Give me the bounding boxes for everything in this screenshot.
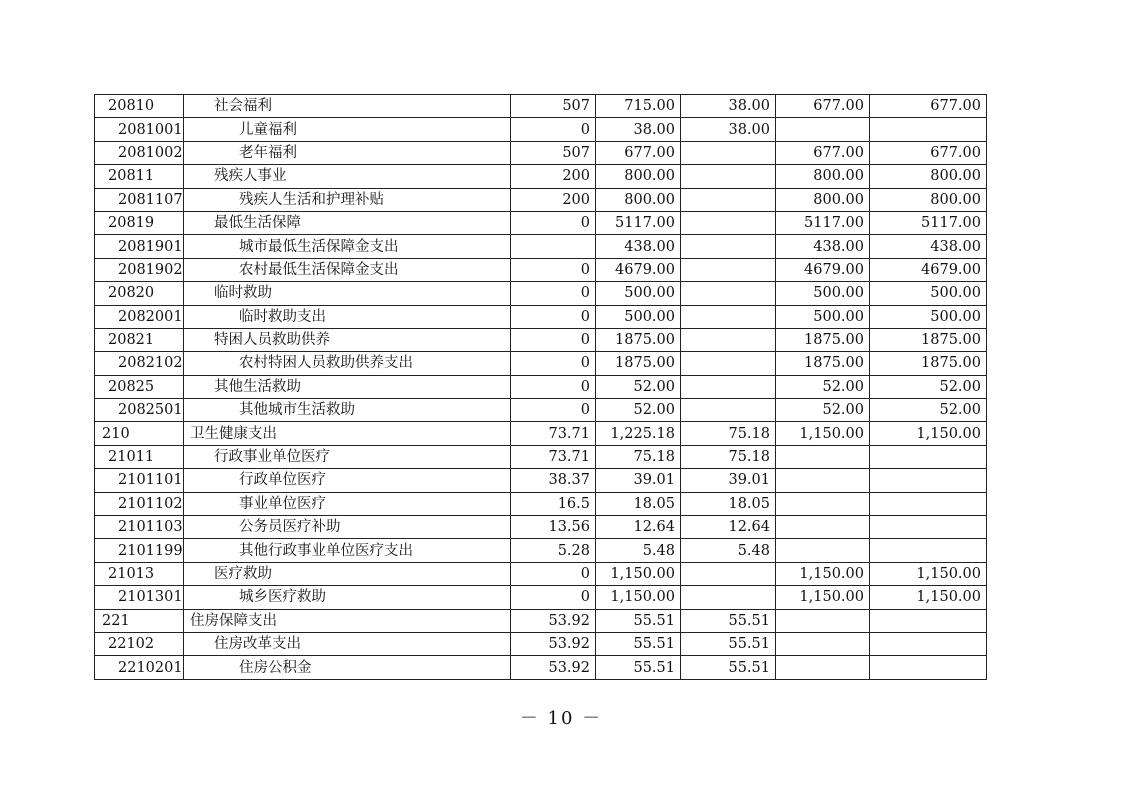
amount-cell-2: 800.00 xyxy=(596,165,681,188)
amount-cell-5: 800.00 xyxy=(870,188,987,211)
table-row xyxy=(95,165,987,188)
subject-name-cell: 其他行政事业单位医疗支出 xyxy=(184,539,511,562)
subject-name-cell: 农村特困人员救助供养支出 xyxy=(184,352,511,375)
amount-cell-1: 200 xyxy=(511,165,596,188)
subject-code-cell: 20825 xyxy=(95,375,184,398)
amount-cell-3: 12.64 xyxy=(681,516,776,539)
amount-cell-3 xyxy=(681,328,776,351)
subject-name-cell: 残疾人事业 xyxy=(184,165,511,188)
amount-cell-5: 800.00 xyxy=(870,165,987,188)
amount-cell-2: 12.64 xyxy=(596,516,681,539)
table-row xyxy=(95,656,987,679)
subject-name-cell: 住房保障支出 xyxy=(184,609,511,632)
amount-cell-4: 677.00 xyxy=(776,95,870,118)
table-row xyxy=(95,211,987,234)
amount-cell-3: 38.00 xyxy=(681,118,776,141)
amount-cell-4: 5117.00 xyxy=(776,211,870,234)
amount-cell-5: 5117.00 xyxy=(870,211,987,234)
subject-code-cell: 2101199 xyxy=(95,539,184,562)
table-row xyxy=(95,422,987,445)
subject-name-cell: 住房改革支出 xyxy=(184,632,511,655)
table-row xyxy=(95,562,987,585)
subject-code-cell: 20810 xyxy=(95,95,184,118)
amount-cell-2: 1,150.00 xyxy=(596,586,681,609)
table-row xyxy=(95,305,987,328)
subject-name-cell: 城市最低生活保障金支出 xyxy=(184,235,511,258)
amount-cell-4: 1,150.00 xyxy=(776,586,870,609)
subject-code-cell: 2101102 xyxy=(95,492,184,515)
amount-cell-1: 0 xyxy=(511,211,596,234)
table-row xyxy=(95,586,987,609)
table-row xyxy=(95,352,987,375)
amount-cell-3 xyxy=(681,282,776,305)
amount-cell-2: 715.00 xyxy=(596,95,681,118)
amount-cell-5: 1,150.00 xyxy=(870,586,987,609)
table-row xyxy=(95,445,987,468)
amount-cell-5 xyxy=(870,656,987,679)
amount-cell-2: 800.00 xyxy=(596,188,681,211)
table-row xyxy=(95,282,987,305)
amount-cell-1: 53.92 xyxy=(511,609,596,632)
table-body xyxy=(95,95,987,680)
amount-cell-1: 0 xyxy=(511,562,596,585)
amount-cell-2: 500.00 xyxy=(596,305,681,328)
subject-code-cell: 21011 xyxy=(95,445,184,468)
table-row xyxy=(95,492,987,515)
amount-cell-5: 500.00 xyxy=(870,305,987,328)
table-row xyxy=(95,328,987,351)
amount-cell-4: 52.00 xyxy=(776,399,870,422)
amount-cell-5 xyxy=(870,469,987,492)
amount-cell-1: 16.5 xyxy=(511,492,596,515)
table-row xyxy=(95,95,987,118)
amount-cell-4: 1875.00 xyxy=(776,328,870,351)
subject-name-cell: 行政事业单位医疗 xyxy=(184,445,511,468)
amount-cell-3: 5.48 xyxy=(681,539,776,562)
subject-code-cell: 2081107 xyxy=(95,188,184,211)
amount-cell-1: 0 xyxy=(511,399,596,422)
table-row xyxy=(95,118,987,141)
table-row xyxy=(95,188,987,211)
amount-cell-3 xyxy=(681,586,776,609)
amount-cell-5: 1,150.00 xyxy=(870,562,987,585)
amount-cell-1: 38.37 xyxy=(511,469,596,492)
amount-cell-4: 500.00 xyxy=(776,305,870,328)
amount-cell-3: 55.51 xyxy=(681,656,776,679)
amount-cell-1: 0 xyxy=(511,328,596,351)
amount-cell-1: 0 xyxy=(511,305,596,328)
amount-cell-3 xyxy=(681,188,776,211)
subject-name-cell: 社会福利 xyxy=(184,95,511,118)
table-row xyxy=(95,375,987,398)
subject-code-cell: 20811 xyxy=(95,165,184,188)
amount-cell-4: 4679.00 xyxy=(776,258,870,281)
amount-cell-1: 200 xyxy=(511,188,596,211)
amount-cell-5: 677.00 xyxy=(870,95,987,118)
amount-cell-2: 1,150.00 xyxy=(596,562,681,585)
amount-cell-1: 0 xyxy=(511,352,596,375)
subject-name-cell: 其他生活救助 xyxy=(184,375,511,398)
amount-cell-3: 18.05 xyxy=(681,492,776,515)
subject-code-cell: 2081901 xyxy=(95,235,184,258)
amount-cell-2: 38.00 xyxy=(596,118,681,141)
amount-cell-2: 5117.00 xyxy=(596,211,681,234)
amount-cell-4: 800.00 xyxy=(776,188,870,211)
amount-cell-2: 55.51 xyxy=(596,609,681,632)
amount-cell-3 xyxy=(681,399,776,422)
amount-cell-5: 4679.00 xyxy=(870,258,987,281)
subject-name-cell: 卫生健康支出 xyxy=(184,422,511,445)
table-row xyxy=(95,632,987,655)
amount-cell-1: 53.92 xyxy=(511,656,596,679)
amount-cell-3: 55.51 xyxy=(681,632,776,655)
amount-cell-1: 0 xyxy=(511,258,596,281)
subject-code-cell: 2101101 xyxy=(95,469,184,492)
subject-name-cell: 其他城市生活救助 xyxy=(184,399,511,422)
subject-code-cell: 2081902 xyxy=(95,258,184,281)
amount-cell-4 xyxy=(776,118,870,141)
amount-cell-3 xyxy=(681,258,776,281)
amount-cell-3: 55.51 xyxy=(681,609,776,632)
amount-cell-2: 677.00 xyxy=(596,141,681,164)
subject-name-cell: 事业单位医疗 xyxy=(184,492,511,515)
amount-cell-1: 507 xyxy=(511,141,596,164)
amount-cell-4: 52.00 xyxy=(776,375,870,398)
amount-cell-3: 38.00 xyxy=(681,95,776,118)
amount-cell-3: 75.18 xyxy=(681,445,776,468)
amount-cell-2: 5.48 xyxy=(596,539,681,562)
amount-cell-5: 52.00 xyxy=(870,399,987,422)
subject-name-cell: 最低生活保障 xyxy=(184,211,511,234)
subject-code-cell: 2101301 xyxy=(95,586,184,609)
amount-cell-3: 39.01 xyxy=(681,469,776,492)
subject-code-cell: 20821 xyxy=(95,328,184,351)
subject-name-cell: 儿童福利 xyxy=(184,118,511,141)
subject-name-cell: 住房公积金 xyxy=(184,656,511,679)
amount-cell-5: 500.00 xyxy=(870,282,987,305)
subject-name-cell: 特困人员救助供养 xyxy=(184,328,511,351)
amount-cell-1: 0 xyxy=(511,118,596,141)
amount-cell-5: 677.00 xyxy=(870,141,987,164)
amount-cell-2: 75.18 xyxy=(596,445,681,468)
amount-cell-4: 800.00 xyxy=(776,165,870,188)
amount-cell-1: 5.28 xyxy=(511,539,596,562)
amount-cell-5: 1875.00 xyxy=(870,328,987,351)
amount-cell-4: 1875.00 xyxy=(776,352,870,375)
subject-code-cell: 2081002 xyxy=(95,141,184,164)
amount-cell-5 xyxy=(870,445,987,468)
amount-cell-4 xyxy=(776,632,870,655)
subject-code-cell: 221 xyxy=(95,609,184,632)
table-row xyxy=(95,141,987,164)
amount-cell-1: 53.92 xyxy=(511,632,596,655)
amount-cell-5: 438.00 xyxy=(870,235,987,258)
table-row xyxy=(95,539,987,562)
amount-cell-2: 500.00 xyxy=(596,282,681,305)
amount-cell-2: 18.05 xyxy=(596,492,681,515)
amount-cell-5: 52.00 xyxy=(870,375,987,398)
amount-cell-1: 13.56 xyxy=(511,516,596,539)
amount-cell-5 xyxy=(870,632,987,655)
amount-cell-2: 1875.00 xyxy=(596,328,681,351)
subject-name-cell: 残疾人生活和护理补贴 xyxy=(184,188,511,211)
subject-code-cell: 2081001 xyxy=(95,118,184,141)
amount-cell-5 xyxy=(870,516,987,539)
amount-cell-4 xyxy=(776,656,870,679)
subject-code-cell: 20820 xyxy=(95,282,184,305)
amount-cell-5 xyxy=(870,118,987,141)
subject-name-cell: 老年福利 xyxy=(184,141,511,164)
amount-cell-3 xyxy=(681,562,776,585)
amount-cell-3 xyxy=(681,165,776,188)
amount-cell-2: 4679.00 xyxy=(596,258,681,281)
amount-cell-1: 73.71 xyxy=(511,422,596,445)
amount-cell-4 xyxy=(776,539,870,562)
subject-name-cell: 临时救助 xyxy=(184,282,511,305)
amount-cell-2: 438.00 xyxy=(596,235,681,258)
amount-cell-2: 52.00 xyxy=(596,399,681,422)
amount-cell-3 xyxy=(681,211,776,234)
amount-cell-2: 55.51 xyxy=(596,632,681,655)
subject-code-cell: 20819 xyxy=(95,211,184,234)
subject-code-cell: 2210201 xyxy=(95,656,184,679)
amount-cell-2: 1875.00 xyxy=(596,352,681,375)
amount-cell-5 xyxy=(870,609,987,632)
amount-cell-3 xyxy=(681,375,776,398)
subject-code-cell: 2082501 xyxy=(95,399,184,422)
amount-cell-3: 75.18 xyxy=(681,422,776,445)
amount-cell-4: 500.00 xyxy=(776,282,870,305)
subject-name-cell: 临时救助支出 xyxy=(184,305,511,328)
budget-expenditure-table xyxy=(94,94,987,680)
amount-cell-1: 507 xyxy=(511,95,596,118)
amount-cell-5: 1,150.00 xyxy=(870,422,987,445)
subject-code-cell: 210 xyxy=(95,422,184,445)
amount-cell-3 xyxy=(681,235,776,258)
subject-code-cell: 21013 xyxy=(95,562,184,585)
table-row xyxy=(95,516,987,539)
subject-code-cell: 2101103 xyxy=(95,516,184,539)
amount-cell-4: 438.00 xyxy=(776,235,870,258)
amount-cell-2: 1,225.18 xyxy=(596,422,681,445)
subject-name-cell: 农村最低生活保障金支出 xyxy=(184,258,511,281)
amount-cell-4 xyxy=(776,492,870,515)
table-row xyxy=(95,399,987,422)
subject-name-cell: 行政单位医疗 xyxy=(184,469,511,492)
subject-code-cell: 2082102 xyxy=(95,352,184,375)
amount-cell-4: 677.00 xyxy=(776,141,870,164)
subject-name-cell: 公务员医疗补助 xyxy=(184,516,511,539)
subject-name-cell: 城乡医疗救助 xyxy=(184,586,511,609)
amount-cell-2: 39.01 xyxy=(596,469,681,492)
amount-cell-3 xyxy=(681,141,776,164)
amount-cell-4 xyxy=(776,469,870,492)
table-row xyxy=(95,469,987,492)
amount-cell-1: 73.71 xyxy=(511,445,596,468)
subject-code-cell: 2082001 xyxy=(95,305,184,328)
subject-code-cell: 22102 xyxy=(95,632,184,655)
amount-cell-4 xyxy=(776,609,870,632)
amount-cell-2: 55.51 xyxy=(596,656,681,679)
table-row xyxy=(95,235,987,258)
subject-name-cell: 医疗救助 xyxy=(184,562,511,585)
amount-cell-4: 1,150.00 xyxy=(776,562,870,585)
amount-cell-4 xyxy=(776,516,870,539)
amount-cell-1: 0 xyxy=(511,586,596,609)
amount-cell-1: 0 xyxy=(511,375,596,398)
amount-cell-3 xyxy=(681,352,776,375)
amount-cell-2: 52.00 xyxy=(596,375,681,398)
amount-cell-3 xyxy=(681,305,776,328)
table-row xyxy=(95,258,987,281)
amount-cell-1: 0 xyxy=(511,282,596,305)
amount-cell-5 xyxy=(870,492,987,515)
page-number: － 10 － xyxy=(519,708,603,729)
amount-cell-1 xyxy=(511,235,596,258)
amount-cell-5: 1875.00 xyxy=(870,352,987,375)
amount-cell-5 xyxy=(870,539,987,562)
amount-cell-4: 1,150.00 xyxy=(776,422,870,445)
table-row xyxy=(95,609,987,632)
amount-cell-4 xyxy=(776,445,870,468)
